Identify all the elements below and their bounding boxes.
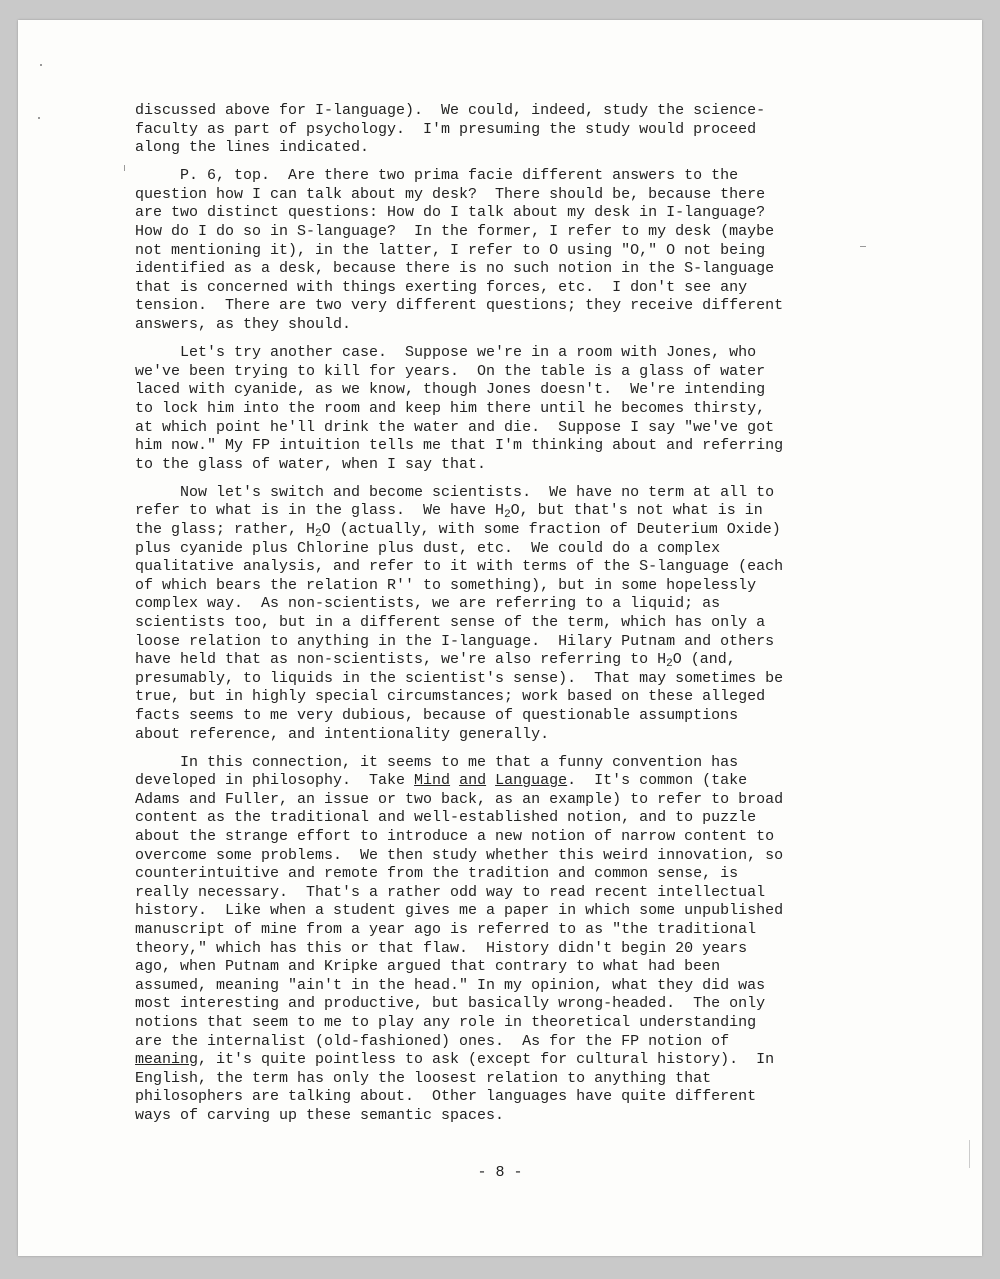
text-line: have held that as non-scientists, we're also referring to $H_2O$ (and, (135, 651, 736, 671)
text-line: that is concerned with things exerting forces, etc. I don't see any (135, 278, 748, 296)
paragraph (135, 344, 835, 474)
text-line: ways of carving up these semantic spaces. (135, 1106, 505, 1124)
paragraph (135, 102, 835, 158)
text-line: at which point he'll drink the water and die. Suppose I say "we've got (135, 418, 775, 436)
text-line: along the lines indicated. (135, 139, 370, 157)
text-line: really necessary. That's a rather odd way to read recent intellectual (135, 883, 766, 901)
text-line: are the internalist (old-fashioned) ones. As for the FP notion of (135, 1032, 730, 1050)
speck (124, 165, 125, 171)
text-line: loose relation to anything in the I-language. Hilary Putnam and others (135, 632, 775, 650)
text-line: faculty as part of psychology. I'm presuming the study would proceed (135, 120, 757, 138)
text-line: laced with cyanide, as we know, though Jones doesn't. We're intending (135, 381, 766, 399)
text-line: counterintuitive and remote from the tradition and common sense, is (135, 865, 739, 883)
text-line: qualitative analysis, and refer to it with terms of the S-language (each (135, 558, 784, 576)
page-number: - 8 - (477, 1164, 523, 1181)
speck (38, 117, 40, 119)
text-line: not mentioning it), in the latter, I refer to O using "O," O not being (135, 241, 766, 259)
text-line: are two distinct questions: How do I talk about my desk in I-language? (135, 204, 766, 222)
text-line: him now." My FP intuition tells me that I'm thinking about and referring (135, 437, 784, 455)
text-line: question how I can talk about my desk? There should be, because there (135, 185, 766, 203)
text-line: scientists too, but in a different sense of the term, which has only a (135, 613, 766, 631)
text-line: to the glass of water, when I say that. (135, 455, 487, 473)
text-line: complex way. As non-scientists, we are referring to a liquid; as (135, 595, 721, 613)
text-line: most interesting and productive, but basically wrong-headed. The only (135, 995, 766, 1013)
text-line: theory," which has this or that flaw. History didn't begin 20 years (135, 939, 748, 957)
text-line: of which bears the relation R'' to something), but in some hopelessly (135, 576, 757, 594)
text-line: tension. There are two very different questions; they receive different (135, 297, 784, 315)
text-line: discussed above for I-language). We could, indeed, study the science- (135, 102, 766, 119)
text-line: notions that seem to me to play any role in theoretical understanding (135, 1013, 757, 1031)
text-line: developed in philosophy. Take Mind and Language. It's common (take (135, 772, 748, 790)
text-line: about the strange effort to introduce a new notion of narrow content to (135, 827, 775, 845)
text-line: about reference, and intentionality generally. (135, 725, 550, 743)
text-line: In this connection, it seems to me that a funny convention has (135, 753, 739, 771)
text-line: overcome some problems. We then study whether this weird innovation, so (135, 846, 784, 864)
text-line: philosophers are talking about. Other languages have quite different (135, 1088, 757, 1106)
text-line: history. Like when a student gives me a paper in which some unpublished (135, 902, 784, 920)
text-line: answers, as they should. (135, 316, 352, 334)
text-line: English, the term has only the loosest relation to anything that (135, 1069, 712, 1087)
text-line: Adams and Fuller, an issue or two back, as an example) to refer to broad (135, 790, 784, 808)
text-line: plus cyanide plus Chlorine plus dust, etc. We could do a complex (135, 539, 721, 557)
paragraph (135, 167, 835, 334)
text-line: manuscript of mine from a year ago is referred to as "the traditional (135, 920, 757, 938)
body-text (135, 102, 835, 1135)
speck (40, 64, 42, 66)
text-line: meaning, it's quite pointless to ask (except for cultural history). In (135, 1051, 775, 1069)
speck (860, 246, 866, 247)
text-line: Now let's switch and become scientists. We have no term at all to (135, 483, 775, 501)
paragraph (135, 754, 835, 1126)
text-line: identified as a desk, because there is no such notion in the S-language (135, 260, 775, 278)
text-line: to lock him into the room and keep him there until he becomes thirsty, (135, 399, 766, 417)
text-line: presumably, to liquids in the scientist's sense). That may sometimes be (135, 669, 784, 687)
text-line: the glass; rather, $H_2O$ (actually, with some fraction of Deuterium Oxide) (135, 520, 781, 540)
text-line: we've been trying to kill for years. On the table is a glass of water (135, 362, 766, 380)
text-line: assumed, meaning "ain't in the head." In my opinion, what they did was (135, 976, 766, 994)
text-line: refer to what is in the glass. We have $H_2O$, but that's not what is in (135, 502, 763, 522)
text-line: facts seems to me very dubious, because of questionable assumptions (135, 706, 739, 724)
text-line: true, but in highly special circumstances; work based on these alleged (135, 688, 766, 706)
text-line: Let's try another case. Suppose we're in a room with Jones, who (135, 344, 757, 362)
document-page (18, 20, 982, 1256)
text-line: How do I do so in S-language? In the former, I refer to my desk (maybe (135, 223, 775, 241)
text-line: ago, when Putnam and Kripke argued that contrary to what had been (135, 958, 721, 976)
paragraph (135, 484, 835, 744)
text-line: P. 6, top. Are there two prima facie different answers to the (135, 167, 739, 185)
text-line: content as the traditional and well-established notion, and to puzzle (135, 809, 757, 827)
